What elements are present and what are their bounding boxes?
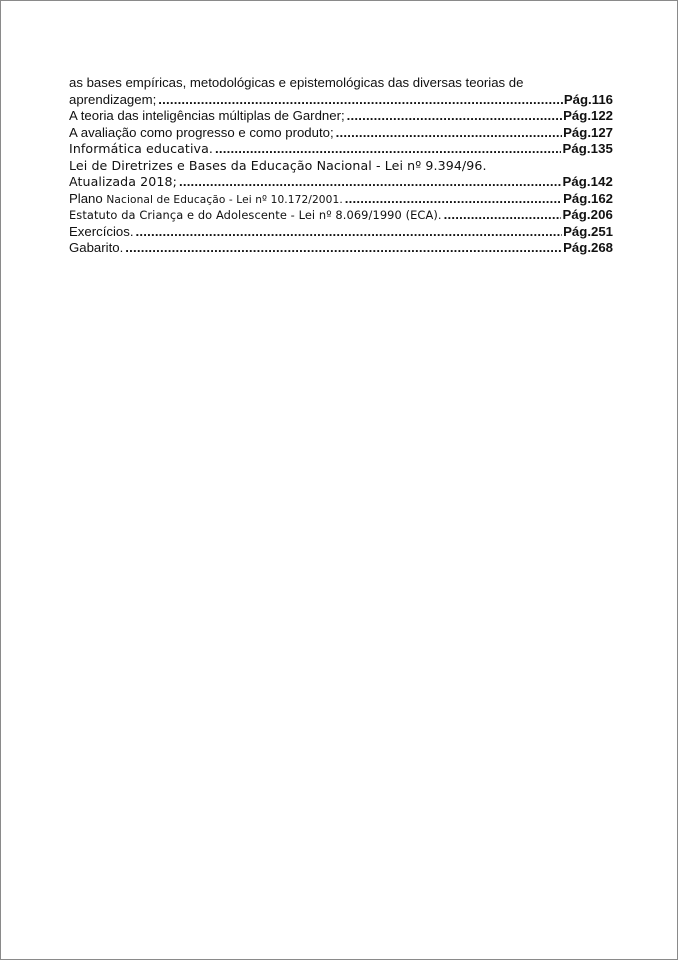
toc-page-number: Pág.122 xyxy=(563,108,613,123)
toc-line xyxy=(69,108,613,125)
table-of-contents xyxy=(69,75,613,257)
dot-leader xyxy=(158,92,563,109)
toc-entry-text: Atualizada 2018; xyxy=(69,174,177,189)
toc-line xyxy=(69,240,613,257)
toc-line xyxy=(69,141,613,158)
toc-line xyxy=(69,207,613,224)
toc-entry-text: Informática educativa. xyxy=(69,141,214,156)
dot-leader xyxy=(444,207,562,224)
toc-page-number: Pág.116 xyxy=(563,91,613,107)
dot-leader xyxy=(347,108,563,125)
toc-entry-text: Gabarito. xyxy=(69,240,124,255)
toc-page-number: Pág.135 xyxy=(562,141,613,156)
toc-entry-text: aprendizagem; xyxy=(69,91,157,107)
toc-line xyxy=(69,92,613,109)
toc-entry-text: A avaliação como progresso e como produto; xyxy=(69,124,334,140)
toc-page-number: Pág.127 xyxy=(563,124,613,140)
toc-entry-text: A teoria das inteligências múltiplas de Gardner; xyxy=(69,108,345,123)
toc-entry-prefix: Plano xyxy=(69,190,103,206)
toc-line xyxy=(69,224,613,241)
toc-line xyxy=(69,174,613,191)
toc-line xyxy=(69,191,613,208)
toc-line xyxy=(69,75,613,92)
toc-page-number: Pág.142 xyxy=(562,174,613,189)
dot-leader xyxy=(345,191,562,208)
toc-page-number: Pág.162 xyxy=(563,190,613,206)
toc-entry-text: Estatuto da Criança e do Adolescente - Lei nº 8.069/1990 (ECA). xyxy=(69,208,442,222)
toc-entry-text: as bases empíricas, metodológicas e epistemológicas das diversas teorias de xyxy=(69,75,524,90)
toc-entry-text: Lei de Diretrizes e Bases da Educação Nacional - Lei nº 9.394/96. xyxy=(69,157,487,173)
dot-leader xyxy=(215,141,561,158)
toc-page-number: Pág.268 xyxy=(563,240,613,255)
toc-entry-text: Exercícios. xyxy=(69,223,134,239)
dot-leader xyxy=(136,224,563,241)
toc-line xyxy=(69,158,613,175)
dot-leader xyxy=(179,174,561,191)
dot-leader xyxy=(125,240,562,257)
toc-line xyxy=(69,125,613,142)
dot-leader xyxy=(336,125,563,142)
toc-page-number: Pág.251 xyxy=(563,223,613,239)
toc-entry-text xyxy=(69,191,343,208)
toc-page-number: Pág.206 xyxy=(562,207,613,222)
toc-entry-rest: Nacional de Educação - Lei nº 10.172/2001. xyxy=(106,193,343,206)
